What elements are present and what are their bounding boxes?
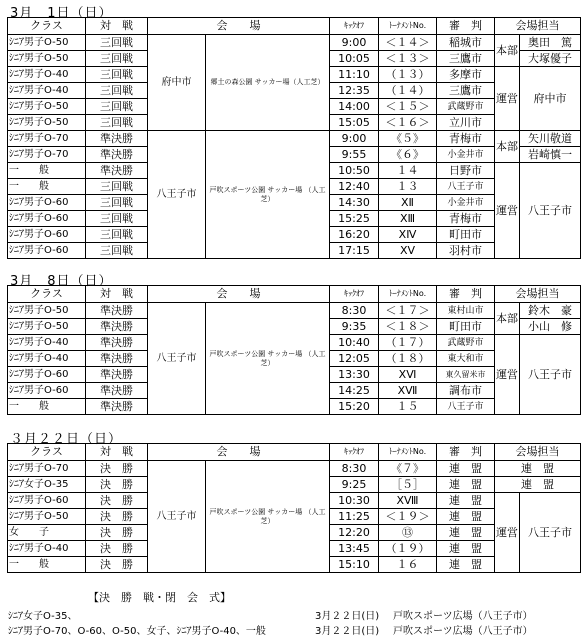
class-cell: ｼﾆｱ男子O-60 (8, 383, 86, 399)
tournament-no-cell: ＜１７＞ (379, 303, 437, 319)
date-heading-day2: 3月 8日（日） (10, 274, 113, 289)
class-cell: ｼﾆｱ男子O-40 (8, 351, 86, 367)
kickoff-cell: 13:45 (330, 541, 379, 557)
kickoff-cell: 12:40 (330, 179, 379, 195)
round-cell: 三回戦 (86, 243, 148, 259)
class-cell: ｼﾆｱ男子O-60 (8, 367, 86, 383)
class-cell: ｼﾆｱ男子O-50 (8, 115, 86, 131)
header-tournament-no: ﾄｰﾅﾒﾝﾄNo. (379, 286, 437, 303)
tournament-no-cell: ⅩⅢ (379, 211, 437, 227)
round-cell: 三回戦 (86, 83, 148, 99)
tournament-no-cell: ＜１５＞ (379, 99, 437, 115)
header-duty: 会場担当 (495, 286, 581, 303)
venue-city: 八王子市 (148, 461, 206, 573)
venue-name: 戸吹スポーツ公園 サッカー場 （人工芝） (206, 131, 330, 259)
table-header-row (8, 444, 581, 461)
duty-person: 鈴木 豪 (520, 303, 581, 319)
duty-person: 八王子市 (520, 335, 581, 415)
header-class: クラス (8, 444, 86, 461)
round-cell: 準決勝 (86, 319, 148, 335)
round-cell: 準決勝 (86, 163, 148, 179)
header-round: 対 戦 (86, 18, 148, 35)
header-duty: 会場担当 (495, 444, 581, 461)
referee-cell: 東久留米市 (437, 367, 495, 383)
tournament-no-cell: ⅩⅧ (379, 493, 437, 509)
kickoff-cell: 14:25 (330, 383, 379, 399)
class-cell: ｼﾆｱ男子O-50 (8, 319, 86, 335)
kickoff-cell: 15:05 (330, 115, 379, 131)
schedule-table-day2 (7, 285, 581, 415)
referee-cell: 連 盟 (437, 493, 495, 509)
round-cell: 準決勝 (86, 303, 148, 319)
tournament-no-cell: ＜１８＞ (379, 319, 437, 335)
date-heading-day3: ３月２２日（日） (10, 432, 123, 447)
class-cell: 女 子 (8, 525, 86, 541)
duty-person: 小山 修 (520, 319, 581, 335)
footer-date: 3月２２日(日) (315, 626, 380, 637)
header-tournament-no: ﾄｰﾅﾒﾝﾄNo. (379, 444, 437, 461)
header-kickoff: ｷｯｸｵﾌ (330, 18, 379, 35)
class-cell: ｼﾆｱ男子O-60 (8, 243, 86, 259)
table-row (8, 461, 581, 477)
referee-cell: 調布市 (437, 383, 495, 399)
kickoff-cell: 9:25 (330, 477, 379, 493)
duty-role: 本部 (495, 303, 520, 335)
kickoff-cell: 9:35 (330, 319, 379, 335)
header-referee: 審 判 (437, 286, 495, 303)
duty-person: 八王子市 (520, 163, 581, 259)
tournament-no-cell: ［５］ (379, 477, 437, 493)
duty-person: 岩崎慎一 (520, 147, 581, 163)
tournament-no-cell: ⅩⅡ (379, 195, 437, 211)
tournament-no-cell: １４ (379, 163, 437, 179)
class-cell: ｼﾆｱ男子O-70 (8, 131, 86, 147)
round-cell: 三回戦 (86, 99, 148, 115)
kickoff-cell: 11:10 (330, 67, 379, 83)
round-cell: 準決勝 (86, 367, 148, 383)
class-cell: ｼﾆｱ男子O-50 (8, 99, 86, 115)
duty-role: 運営 (495, 163, 520, 259)
class-cell: 一 般 (8, 179, 86, 195)
class-cell: 一 般 (8, 557, 86, 573)
class-cell: ｼﾆｱ男子O-60 (8, 195, 86, 211)
kickoff-cell: 10:40 (330, 335, 379, 351)
tournament-no-cell: ⅩⅤ (379, 243, 437, 259)
round-cell: 三回戦 (86, 227, 148, 243)
referee-cell: 三鷹市 (437, 83, 495, 99)
class-cell: ｼﾆｱ男子O-40 (8, 67, 86, 83)
round-cell: 三回戦 (86, 35, 148, 51)
table-row (8, 131, 581, 147)
duty-person: 府中市 (520, 67, 581, 131)
header-referee: 審 判 (437, 444, 495, 461)
tournament-no-cell: ＜１６＞ (379, 115, 437, 131)
kickoff-cell: 11:25 (330, 509, 379, 525)
venue-city: 八王子市 (148, 131, 206, 259)
tournament-no-cell: （１３） (379, 67, 437, 83)
header-round: 対 戦 (86, 444, 148, 461)
final-ceremony-title: 【決 勝 戦・閉 会 式】 (88, 591, 231, 604)
round-cell: 三回戦 (86, 51, 148, 67)
duty-person: 連 盟 (495, 461, 581, 477)
tournament-no-cell: 《６》 (379, 147, 437, 163)
round-cell: 三回戦 (86, 211, 148, 227)
tournament-no-cell: （１７） (379, 335, 437, 351)
tournament-no-cell: ＜１３＞ (379, 51, 437, 67)
round-cell: 準決勝 (86, 147, 148, 163)
header-class: クラス (8, 18, 86, 35)
kickoff-cell: 9:00 (330, 131, 379, 147)
duty-person: 連 盟 (495, 477, 581, 493)
tournament-no-cell: ＜１４＞ (379, 35, 437, 51)
class-cell: ｼﾆｱ男子O-50 (8, 303, 86, 319)
header-referee: 審 判 (437, 18, 495, 35)
tournament-no-cell: ⅩⅣ (379, 227, 437, 243)
header-venue: 会 場 (148, 444, 330, 461)
venue-name: 郷土の森公園 サッカー場（人工芝） (206, 35, 330, 131)
duty-role: 運営 (495, 335, 520, 415)
class-cell: ｼﾆｱ男子O-60 (8, 211, 86, 227)
round-cell: 準決勝 (86, 399, 148, 415)
class-cell: ｼﾆｱ男子O-50 (8, 509, 86, 525)
kickoff-cell: 9:55 (330, 147, 379, 163)
referee-cell: 日野市 (437, 163, 495, 179)
schedule-table-day3 (7, 443, 581, 573)
tournament-no-cell: （１９） (379, 541, 437, 557)
header-tournament-no: ﾄｰﾅﾒﾝﾄNo. (379, 18, 437, 35)
venue-city: 府中市 (148, 35, 206, 131)
header-round: 対 戦 (86, 286, 148, 303)
kickoff-cell: 10:05 (330, 51, 379, 67)
referee-cell: 小金井市 (437, 195, 495, 211)
class-cell: 一 般 (8, 163, 86, 179)
tournament-no-cell: ⅩⅥ (379, 367, 437, 383)
kickoff-cell: 9:00 (330, 35, 379, 51)
date-heading-day1: 3月 1日（日） (10, 6, 113, 21)
table-row (8, 35, 581, 51)
footer-classes: ｼﾆｱ女子O-35、 (8, 611, 78, 622)
referee-cell: 多摩市 (437, 67, 495, 83)
round-cell: 準決勝 (86, 131, 148, 147)
referee-cell: 町田市 (437, 227, 495, 243)
duty-role: 運営 (495, 493, 520, 573)
kickoff-cell: 15:20 (330, 399, 379, 415)
kickoff-cell: 8:30 (330, 461, 379, 477)
header-kickoff: ｷｯｸｵﾌ (330, 444, 379, 461)
class-cell: ｼﾆｱ男子O-70 (8, 461, 86, 477)
tournament-no-cell: ＜１９＞ (379, 509, 437, 525)
round-cell: 決 勝 (86, 509, 148, 525)
referee-cell: 稲城市 (437, 35, 495, 51)
round-cell: 決 勝 (86, 525, 148, 541)
class-cell: ｼﾆｱ男子O-50 (8, 51, 86, 67)
kickoff-cell: 14:00 (330, 99, 379, 115)
class-cell: ｼﾆｱ男子O-50 (8, 35, 86, 51)
class-cell: ｼﾆｱ男子O-60 (8, 493, 86, 509)
referee-cell: 八王子市 (437, 179, 495, 195)
duty-role: 運営 (495, 67, 520, 131)
referee-cell: 武蔵野市 (437, 335, 495, 351)
kickoff-cell: 17:15 (330, 243, 379, 259)
kickoff-cell: 12:05 (330, 351, 379, 367)
round-cell: 決 勝 (86, 493, 148, 509)
referee-cell: 八王子市 (437, 399, 495, 415)
referee-cell: 三鷹市 (437, 51, 495, 67)
footer-venue: 戸吹スポーツ広場（八王子市） (393, 611, 533, 622)
referee-cell: 東村山市 (437, 303, 495, 319)
round-cell: 三回戦 (86, 179, 148, 195)
referee-cell: 小金井市 (437, 147, 495, 163)
round-cell: 三回戦 (86, 67, 148, 83)
duty-person: 矢川敬道 (520, 131, 581, 147)
referee-cell: 連 盟 (437, 461, 495, 477)
class-cell: ｼﾆｱ男子O-40 (8, 335, 86, 351)
duty-person: 八王子市 (520, 493, 581, 573)
round-cell: 三回戦 (86, 195, 148, 211)
tournament-no-cell: （１４） (379, 83, 437, 99)
venue-city: 八王子市 (148, 303, 206, 415)
referee-cell: 町田市 (437, 319, 495, 335)
referee-cell: 連 盟 (437, 477, 495, 493)
header-duty: 会場担当 (495, 18, 581, 35)
header-venue: 会 場 (148, 286, 330, 303)
kickoff-cell: 14:30 (330, 195, 379, 211)
header-venue: 会 場 (148, 18, 330, 35)
duty-person: 大塚優子 (520, 51, 581, 67)
tournament-no-cell: 《５》 (379, 131, 437, 147)
tournament-no-cell: ⅩⅦ (379, 383, 437, 399)
round-cell: 準決勝 (86, 351, 148, 367)
round-cell: 決 勝 (86, 557, 148, 573)
round-cell: 三回戦 (86, 115, 148, 131)
tournament-no-cell: １５ (379, 399, 437, 415)
tournament-no-cell: 《７》 (379, 461, 437, 477)
class-cell: ｼﾆｱ女子O-35 (8, 477, 86, 493)
class-cell: ｼﾆｱ男子O-60 (8, 227, 86, 243)
referee-cell: 連 盟 (437, 557, 495, 573)
kickoff-cell: 10:30 (330, 493, 379, 509)
tournament-no-cell: １３ (379, 179, 437, 195)
footer-date: 3月２２日(日) (315, 611, 380, 622)
tournament-no-cell: １６ (379, 557, 437, 573)
referee-cell: 連 盟 (437, 525, 495, 541)
class-cell: 一 般 (8, 399, 86, 415)
referee-cell: 青梅市 (437, 131, 495, 147)
kickoff-cell: 10:50 (330, 163, 379, 179)
table-row (8, 303, 581, 319)
kickoff-cell: 13:30 (330, 367, 379, 383)
referee-cell: 武蔵野市 (437, 99, 495, 115)
venue-name: 戸吹スポーツ公園 サッカー場 （人工芝） (206, 303, 330, 415)
class-cell: ｼﾆｱ男子O-40 (8, 541, 86, 557)
tournament-no-cell: （１８） (379, 351, 437, 367)
round-cell: 準決勝 (86, 335, 148, 351)
kickoff-cell: 8:30 (330, 303, 379, 319)
kickoff-cell: 15:10 (330, 557, 379, 573)
referee-cell: 連 盟 (437, 541, 495, 557)
class-cell: ｼﾆｱ男子O-40 (8, 83, 86, 99)
kickoff-cell: 16:20 (330, 227, 379, 243)
referee-cell: 東大和市 (437, 351, 495, 367)
class-cell: ｼﾆｱ男子O-70 (8, 147, 86, 163)
kickoff-cell: 15:25 (330, 211, 379, 227)
round-cell: 決 勝 (86, 477, 148, 493)
round-cell: 準決勝 (86, 383, 148, 399)
duty-role: 本部 (495, 35, 520, 67)
referee-cell: 連 盟 (437, 509, 495, 525)
header-kickoff: ｷｯｸｵﾌ (330, 286, 379, 303)
round-cell: 決 勝 (86, 541, 148, 557)
referee-cell: 立川市 (437, 115, 495, 131)
header-class: クラス (8, 286, 86, 303)
venue-name: 戸吹スポーツ公園 サッカー場 （人工芝） (206, 461, 330, 573)
duty-person: 奥田 篤 (520, 35, 581, 51)
kickoff-cell: 12:35 (330, 83, 379, 99)
schedule-table-day1 (7, 17, 581, 259)
table-header-row (8, 286, 581, 303)
kickoff-cell: 12:20 (330, 525, 379, 541)
round-cell: 決 勝 (86, 461, 148, 477)
duty-role: 本部 (495, 131, 520, 163)
table-header-row (8, 18, 581, 35)
footer-venue: 戸吹スポーツ広場（八王子市） (393, 626, 533, 637)
footer-classes: ｼﾆｱ男子O-70、O-60、O-50、女子、ｼﾆｱ男子O-40、一般 (8, 626, 266, 637)
referee-cell: 羽村市 (437, 243, 495, 259)
referee-cell: 青梅市 (437, 211, 495, 227)
tournament-no-cell: ⑬ (379, 525, 437, 541)
